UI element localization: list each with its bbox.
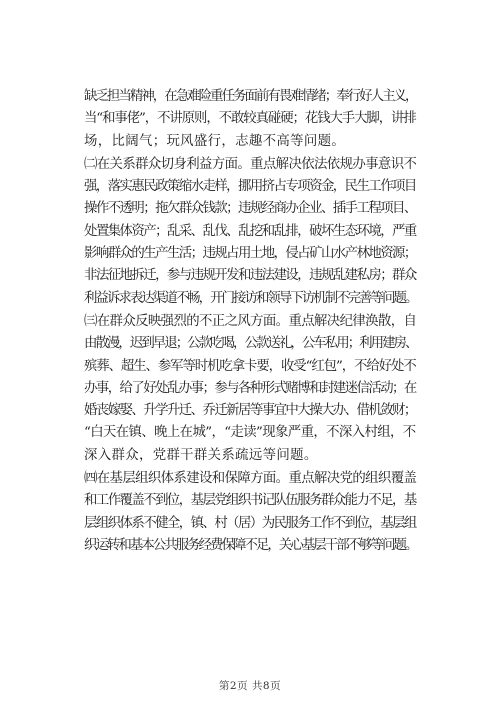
paragraph-3 [84,311,416,467]
paragraph-line: 殡葬、超生、参军等时机吃拿卡要，收受“红包”，不给好处不 [84,358,416,374]
paragraph-line: 办事，给了好处乱办事；参与各种形式赌博和封建迷信活动；在 [84,380,416,396]
paragraph-1 [84,86,416,153]
paragraph-line: 织运转和基本公共服务经费保障不足，关心基层干部不够等问题。 [84,537,417,553]
document-body [84,86,416,557]
paragraph-line: 和工作覆盖不到位，基层党组织书记队伍服务群众能力不足，基 [84,493,416,509]
paragraph-line: 利益诉求表达渠道不畅，开门接访和领导下访机制不完善等问题。 [84,290,417,306]
paragraph-line: 非法征地拆迁，参与违规开发和违法建设，违规乱建私房；群众 [84,268,416,284]
paragraph-line: 缺乏担当精神，在急难险重任务面前有畏难情绪；奉行好人主义， [84,89,417,104]
paragraph-line: 影响群众的生产生活；违规占用土地，侵占矿山水产林地资源； [84,246,416,262]
paragraph-line: ㈣在基层组织体系建设和保障方面。重点解决党的组织覆盖 [84,471,417,487]
paragraph-line: 层组织体系不健全，镇、村（居）为民服务工作不到位，基层组 [84,515,416,531]
paragraph-line: 由散漫，迟到早退；公款吃喝，公款送礼，公车私用；利用建房、 [84,336,417,352]
paragraph-2 [84,154,416,310]
paragraph-line: “白天在镇、晚上在城”，“走读”现象严重，不深入村组，不 [84,425,416,441]
paragraph-line: 婚丧嫁娶、升学升迁、乔迁新居等事宜中大操大办、借机敛财； [84,403,416,419]
paragraph-line: 强，落实惠民政策缩水走样，挪用挤占专项资金，民生工作项目 [84,179,416,195]
page-number-footer: 第2页 共8页 [218,680,282,692]
paragraph-line: 处置集体资产；乱采、乱伐、乱挖和乱排，破坏生态环境，严重 [84,223,416,239]
paragraph-4 [84,468,416,557]
paragraph-line: ㈡在关系群众切身利益方面。重点解决依法依规办事意识不 [84,156,417,172]
paragraph-line: 深入群众，党群干群关系疏远等问题。 [84,447,318,463]
paragraph-line: ㈢在群众反映强烈的不正之风方面。重点解决纪律涣散，自 [84,313,417,329]
paragraph-line: 场，比阔气；玩风盛行，志趣不高等问题。 [84,133,346,149]
paragraph-line: 当“和事佬”，不讲原则，不敢较真碰硬；花钱大手大脚，讲排 [84,111,416,127]
paragraph-line: 操作不透明；拖欠群众钱款；违规经商办企业、插手工程项目、 [84,201,416,217]
